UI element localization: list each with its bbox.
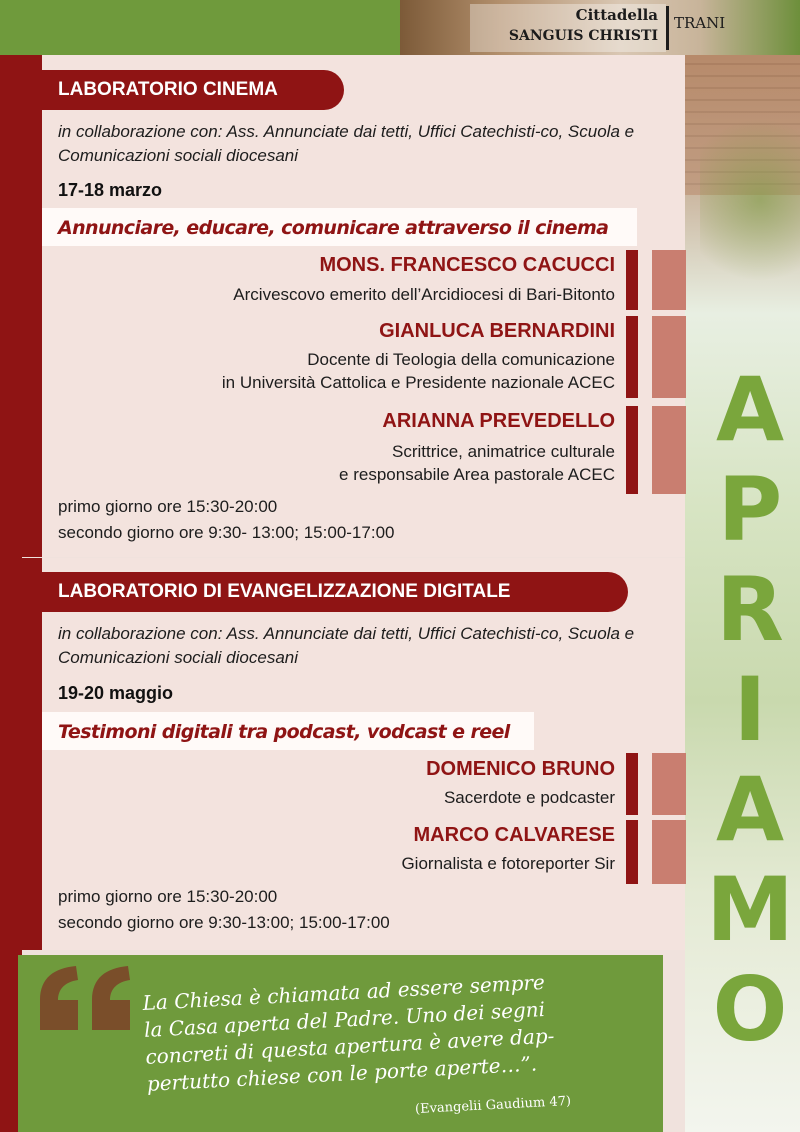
speaker-accent-bar: [626, 250, 638, 310]
speaker-role: Scrittrice, animatrice culturale e responsabile Area pastorale ACEC: [339, 442, 615, 484]
section-cinema-accent: [22, 55, 42, 557]
section-title: LABORATORIO DI EVANGELIZZAZIONE DIGITALE: [42, 572, 628, 612]
schedule-text: primo giorno ore 15:30-20:00 secondo giorno ore 9:30-13:00; 15:00-17:00: [58, 887, 390, 932]
brand-name-line1: Cittadella: [575, 6, 658, 24]
title-letter: R: [716, 558, 784, 661]
schedule-text: primo giorno ore 15:30-20:00 secondo giorno ore 9:30- 13:00; 15:00-17:00: [58, 497, 395, 542]
speaker-role: Sacerdote e podcaster: [443, 788, 615, 807]
speaker-accent-bar: [626, 820, 638, 884]
speaker-accent-bar: [626, 406, 638, 494]
vertical-title: [700, 360, 800, 1080]
section-title: LABORATORIO CINEMA: [42, 70, 344, 110]
speaker-accent-box: [652, 406, 686, 494]
speaker-name: MONS. FRANCESCO CACUCCI: [319, 254, 615, 276]
quote-source: (Evangelii Gaudium 47): [414, 1093, 572, 1118]
quote-text: La Chiesa è chiamata ad essere sempre la Casa aperta del Padre. Uno dei segni concreti di questa apertura è avere dap- pertutto chiese con le porte aperte…”.: [142, 969, 555, 1096]
speaker-accent-box: [652, 753, 686, 815]
title-letter: A: [715, 358, 785, 461]
title-letter: A: [715, 758, 785, 861]
speaker-accent-box: [652, 820, 686, 884]
event-subtitle: Annunciare, educare, comunicare attraverso il cinema: [58, 217, 609, 239]
speaker-accent-bar: [626, 753, 638, 815]
brand-name-line2: SANGUIS CHRISTI: [508, 28, 658, 44]
section-digital-accent: [22, 558, 42, 950]
brand-city: TRANI: [674, 14, 726, 32]
header-green-band: [0, 0, 400, 55]
speaker-accent-bar: [626, 316, 638, 398]
title-letter: I: [733, 658, 767, 761]
collaboration-text: in collaborazione con: Ass. Annunciate dai tetti, Uffici Catechisti-co, Scuola e Comunicazioni sociali diocesani: [58, 122, 635, 165]
event-subtitle: Testimoni digitali tra podcast, vodcast e reel: [58, 721, 510, 743]
speaker-name: MARCO CALVARESE: [413, 824, 615, 846]
speaker-role: Giornalista e fotoreporter Sir: [401, 854, 615, 873]
brand-divider: [666, 6, 669, 50]
background-foliage: [700, 120, 800, 320]
speaker-role: Arcivescovo emerito dell’Arcidiocesi di Bari-Bitonto: [233, 285, 615, 304]
speaker-accent-box: [652, 316, 686, 398]
event-date: 17-18 marzo: [58, 180, 163, 200]
speaker-name: DOMENICO BRUNO: [426, 758, 615, 780]
speaker-name: GIANLUCA BERNARDINI: [379, 320, 615, 342]
event-date: 19-20 maggio: [58, 683, 174, 703]
speaker-role: Docente di Teologia della comunicazione in Università Cattolica e Presidente nazionale ACEC: [221, 350, 615, 392]
title-letter: P: [717, 458, 783, 561]
title-letter: M: [706, 858, 794, 961]
title-letter: O: [712, 958, 788, 1061]
speaker-accent-box: [652, 250, 686, 310]
quote-icon: [32, 960, 142, 1040]
collaboration-text: in collaborazione con: Ass. Annunciate dai tetti, Uffici Catechisti-co, Scuola e Comunicazioni sociali diocesani: [58, 624, 635, 667]
speaker-name: ARIANNA PREVEDELLO: [382, 410, 615, 432]
